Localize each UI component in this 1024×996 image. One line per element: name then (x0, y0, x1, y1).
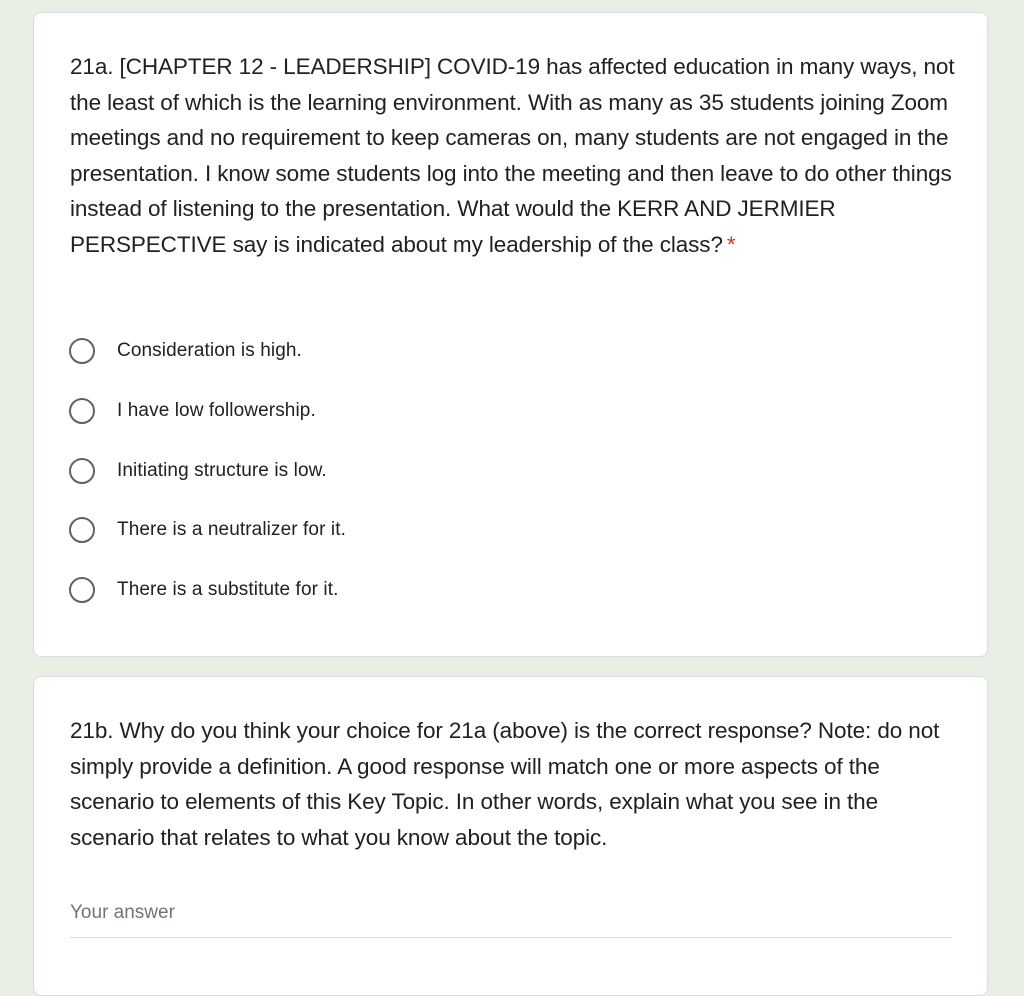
question-title-21b: 21b. Why do you think your choice for 21a (above) is the correct response? Note: do not simply provide a definition. A good response will match one or more aspects of the scenario to elements of this Key Topic. In other words, explain what you see in the scenario that relates to what you know about the topic. (70, 718, 940, 850)
option-initiating-structure-low[interactable] (69, 455, 327, 487)
question-card-21b (33, 676, 988, 996)
option-label: Consideration is high. (117, 340, 302, 361)
option-consideration-high[interactable] (69, 335, 302, 367)
option-substitute[interactable] (69, 574, 339, 606)
radio-button-icon[interactable] (69, 458, 95, 484)
radio-button-icon[interactable] (69, 338, 95, 364)
required-asterisk: * (726, 231, 736, 257)
radio-button-icon[interactable] (69, 577, 95, 603)
radio-button-icon[interactable] (69, 398, 95, 424)
option-low-followership[interactable] (69, 395, 316, 427)
option-label: There is a substitute for it. (117, 579, 339, 600)
question-card-21a (33, 12, 988, 657)
answer-field[interactable] (70, 890, 952, 938)
option-label: Initiating structure is low. (117, 460, 327, 481)
option-neutralizer[interactable] (69, 514, 346, 546)
question-text-21a: 21a. [CHAPTER 12 - LEADERSHIP] COVID-19 has affected education in many ways, not the least of which is the learning environment. With as many as 35 students joining Zoom meetings and no requirement to keep cameras on, many students are not engaged in the presentation. I know some students log into the meeting and then leave to do other things instead of listening to the presentation. What would the KERR AND JERMIER PERSPECTIVE say is indicated about my leadership of the class? (70, 54, 955, 257)
answer-input[interactable] (70, 890, 952, 936)
question-title-21a (70, 49, 960, 262)
option-label: There is a neutralizer for it. (117, 519, 346, 540)
radio-button-icon[interactable] (69, 517, 95, 543)
option-label: I have low followership. (117, 400, 316, 421)
